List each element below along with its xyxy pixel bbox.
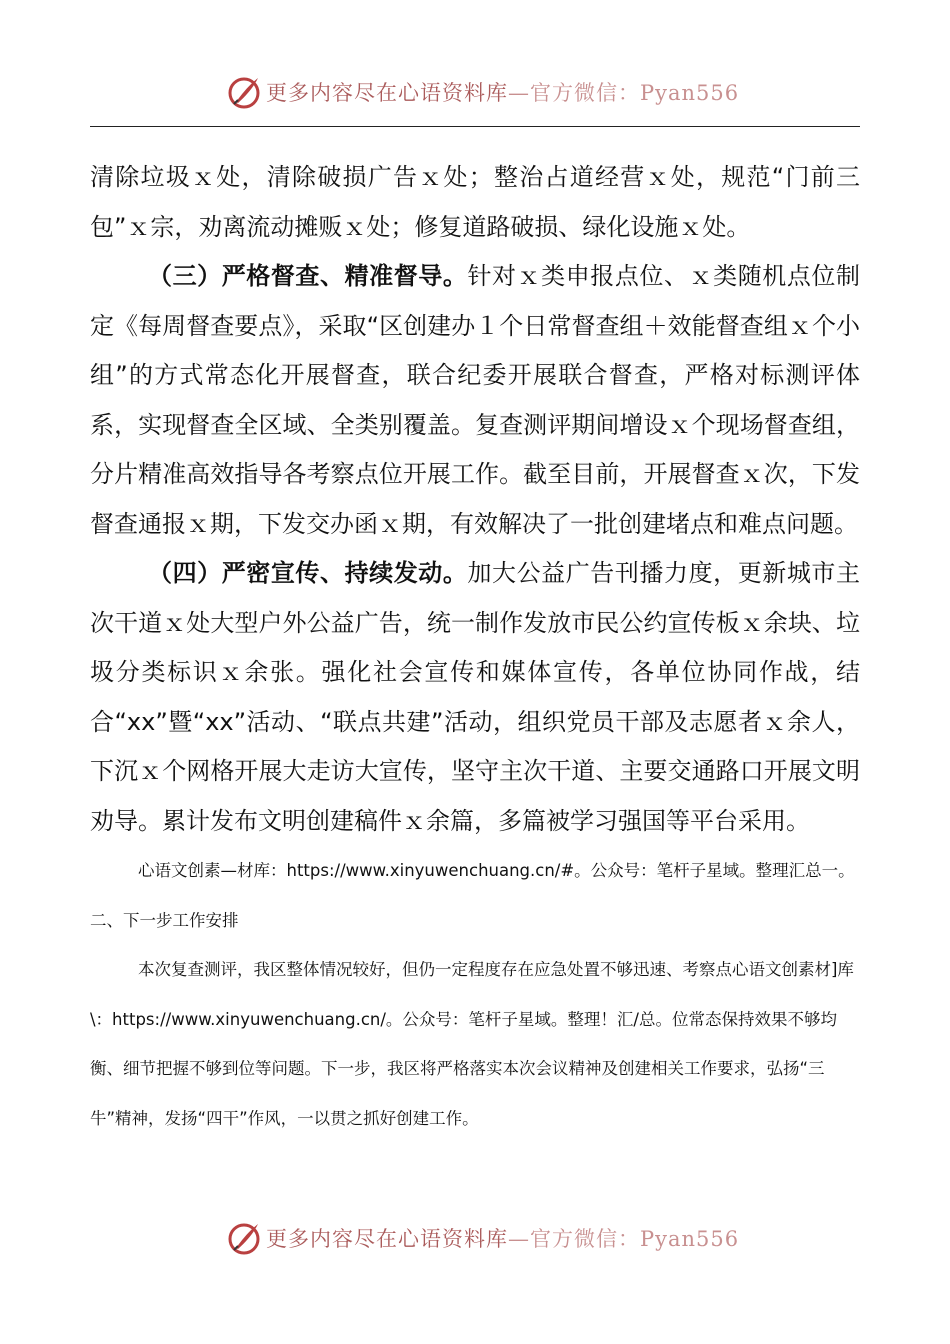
paragraph-3 — [90, 549, 860, 846]
header-banner-title: 更多内容尽在心语资料库 — [266, 81, 508, 105]
quill-logo-icon — [226, 1220, 262, 1256]
small-paragraph-1-text: 心语文创素—材库：https://www.xinyuwenchuang.cn/#。公众号：笔杆子星域。整理汇总一。二、下一步工作安排 — [90, 861, 855, 930]
paragraph-1: 清除垃圾ｘ处，清除破损广告ｘ处；整治占道经营ｘ处，规范“门前三包”ｘ宗，劝离流动摊贩ｘ处；修复道路破损、绿化设施ｘ处。 — [90, 163, 860, 241]
header-banner — [0, 68, 950, 116]
paragraph-2-text: 针对ｘ类申报点位、ｘ类随机点位制定《每周督查要点》，采取“区创建办１个日常督查组＋效能督查组ｘ个小组”的方式常态化开展督查，联合纪委开展联合督查，严格对标测评体系，实现督查全区域、全类别覆盖。复查测评期间增设ｘ个现场督查组，分片精准高效指导各考察点位开展工作。截至目前，开展督查ｘ次，下发督查通报ｘ期，下发交办函ｘ期，有效解决了一批创建堵点和难点问题。 — [90, 262, 861, 538]
document-body — [90, 153, 860, 1143]
quill-logo-icon — [226, 74, 262, 110]
header-banner-wechat: —官方微信：Pyan556 — [508, 81, 740, 105]
paragraph-2-heading: （三）严格督查、精准督导。 — [148, 262, 468, 290]
footer-banner-wechat: —官方微信：Pyan556 — [508, 1227, 740, 1251]
small-paragraph-2 — [90, 945, 860, 1143]
paragraph-3-heading: （四）严密宣传、持续发动。 — [148, 559, 468, 587]
header-banner-text — [266, 77, 739, 107]
paragraph-2 — [90, 252, 860, 549]
footer-banner-text — [266, 1223, 739, 1253]
footer-banner — [0, 1214, 950, 1262]
small-paragraph-2-text: 本次复查测评，我区整体情况较好，但仍一定程度存在应急处置不够迅速、考察点心语文创素材]库\：https://www.xinyuwenchuang.cn/。公众号：笔杆子星域。整理！汇/总。位常态保持效果不够均衡、细节把握不够到位等问题。下一步，我区将严格落实本次会议精神及创建相关工作要求，弘扬“三牛”精神，发扬“四干”作风，一以贯之抓好创建工作。 — [90, 960, 854, 1128]
header-divider — [90, 126, 860, 127]
small-paragraph-1 — [90, 846, 860, 945]
paragraph-3-text: 加大公益广告刊播力度，更新城市主次干道ｘ处大型户外公益广告，统一制作发放市民公约宣传板ｘ余块、垃圾分类标识ｘ余张。强化社会宣传和媒体宣传，各单位协同作战，结合“xx”暨“xx”活动、“联点共建”活动，组织党员干部及志愿者ｘ余人，下沉ｘ个网格开展大走访大宣传，坚守主次干道、主要交通路口开展文明劝导。累计发布文明创建稿件ｘ余篇，多篇被学习强国等平台采用。 — [90, 559, 861, 835]
footer-banner-title: 更多内容尽在心语资料库 — [266, 1227, 508, 1251]
